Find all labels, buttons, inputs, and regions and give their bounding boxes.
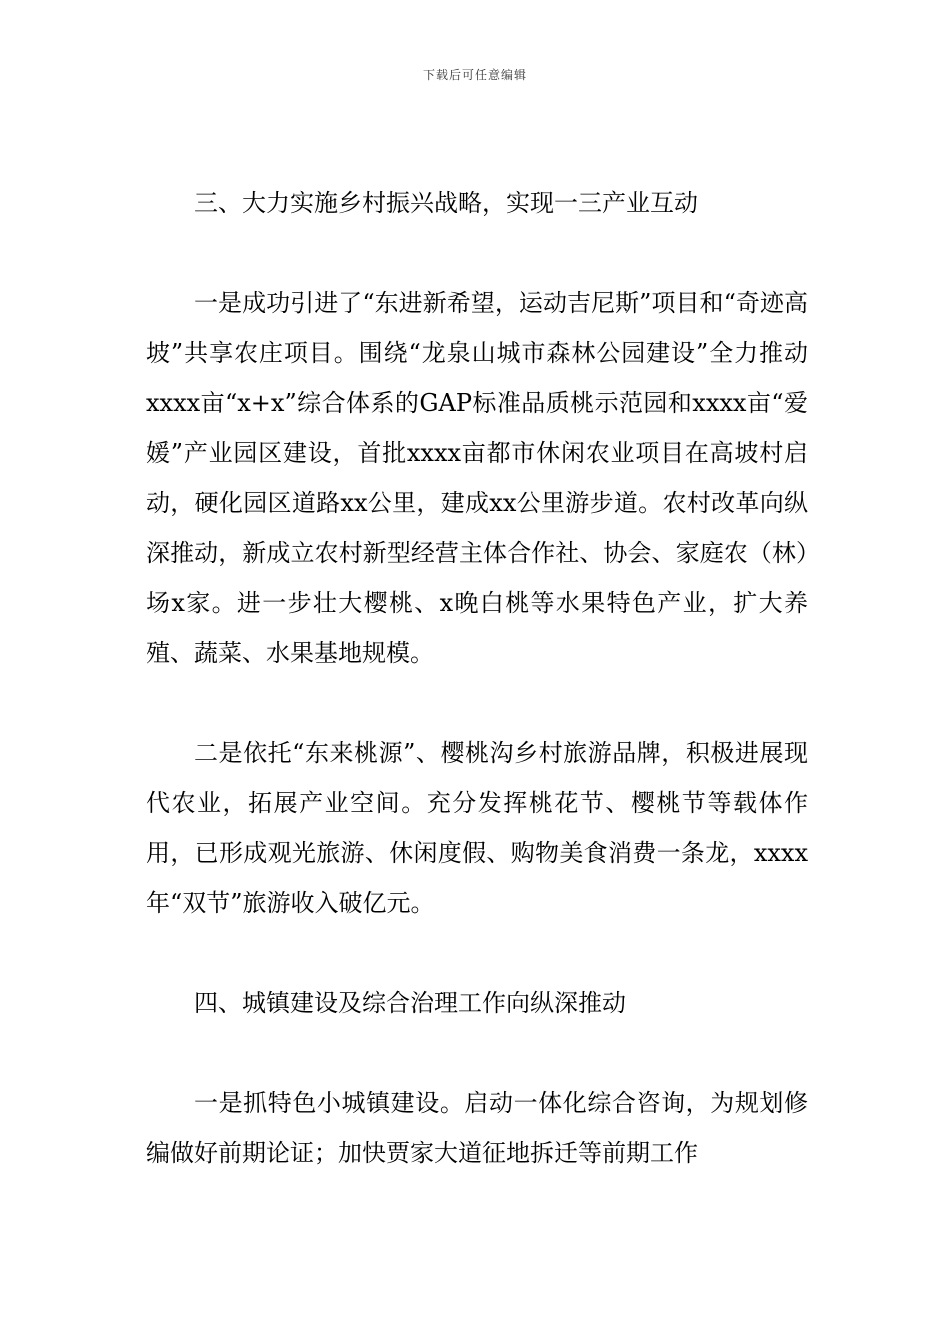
paragraph-gap (146, 1028, 808, 1078)
paragraph-gap (146, 228, 808, 278)
header-note: 下载后可任意编辑 (422, 68, 527, 82)
section-heading-3: 三、大力实施乡村振兴战略，实现一三产业互动 (194, 189, 698, 217)
section-heading-4: 四、城镇建设及综合治理工作向纵深推动 (194, 989, 626, 1017)
paragraph: 一是抓特色小城镇建设。启动一体化综合咨询，为规划修编做好前期论证；加快贾家大道征地拆迁等前期工作 (146, 1089, 808, 1167)
paragraph: 二是依托“东来桃源”、樱桃沟乡村旅游品牌，积极进展现代农业，拓展产业空间。充分发挥桃花节、樱桃节等载体作用，已形成观光旅游、休闲度假、购物美食消费一条龙，xxxx年“双节”旅游收入破亿元。 (146, 739, 808, 917)
paragraph-gap (146, 678, 808, 728)
paragraph-gap (146, 928, 808, 978)
document-body (146, 178, 808, 1178)
paragraph: 一是成功引进了“东进新希望，运动吉尼斯”项目和“奇迹高坡”共享农庄项目。围绕“龙泉山城市森林公园建设”全力推动xxxx亩“x+x”综合体系的GAP标准品质桃示范园和xxxx亩“爱媛”产业园区建设，首批xxxx亩都市休闲农业项目在高坡村启动，硬化园区道路xx公里，建成xx公里游步道。农村改革向纵深推动，新成立农村新型经营主体合作社、协会、家庭农（林）场x家。进一步壮大樱桃、x晚白桃等水果特色产业，扩大养殖、蔬菜、水果基地规模。 (146, 289, 808, 667)
